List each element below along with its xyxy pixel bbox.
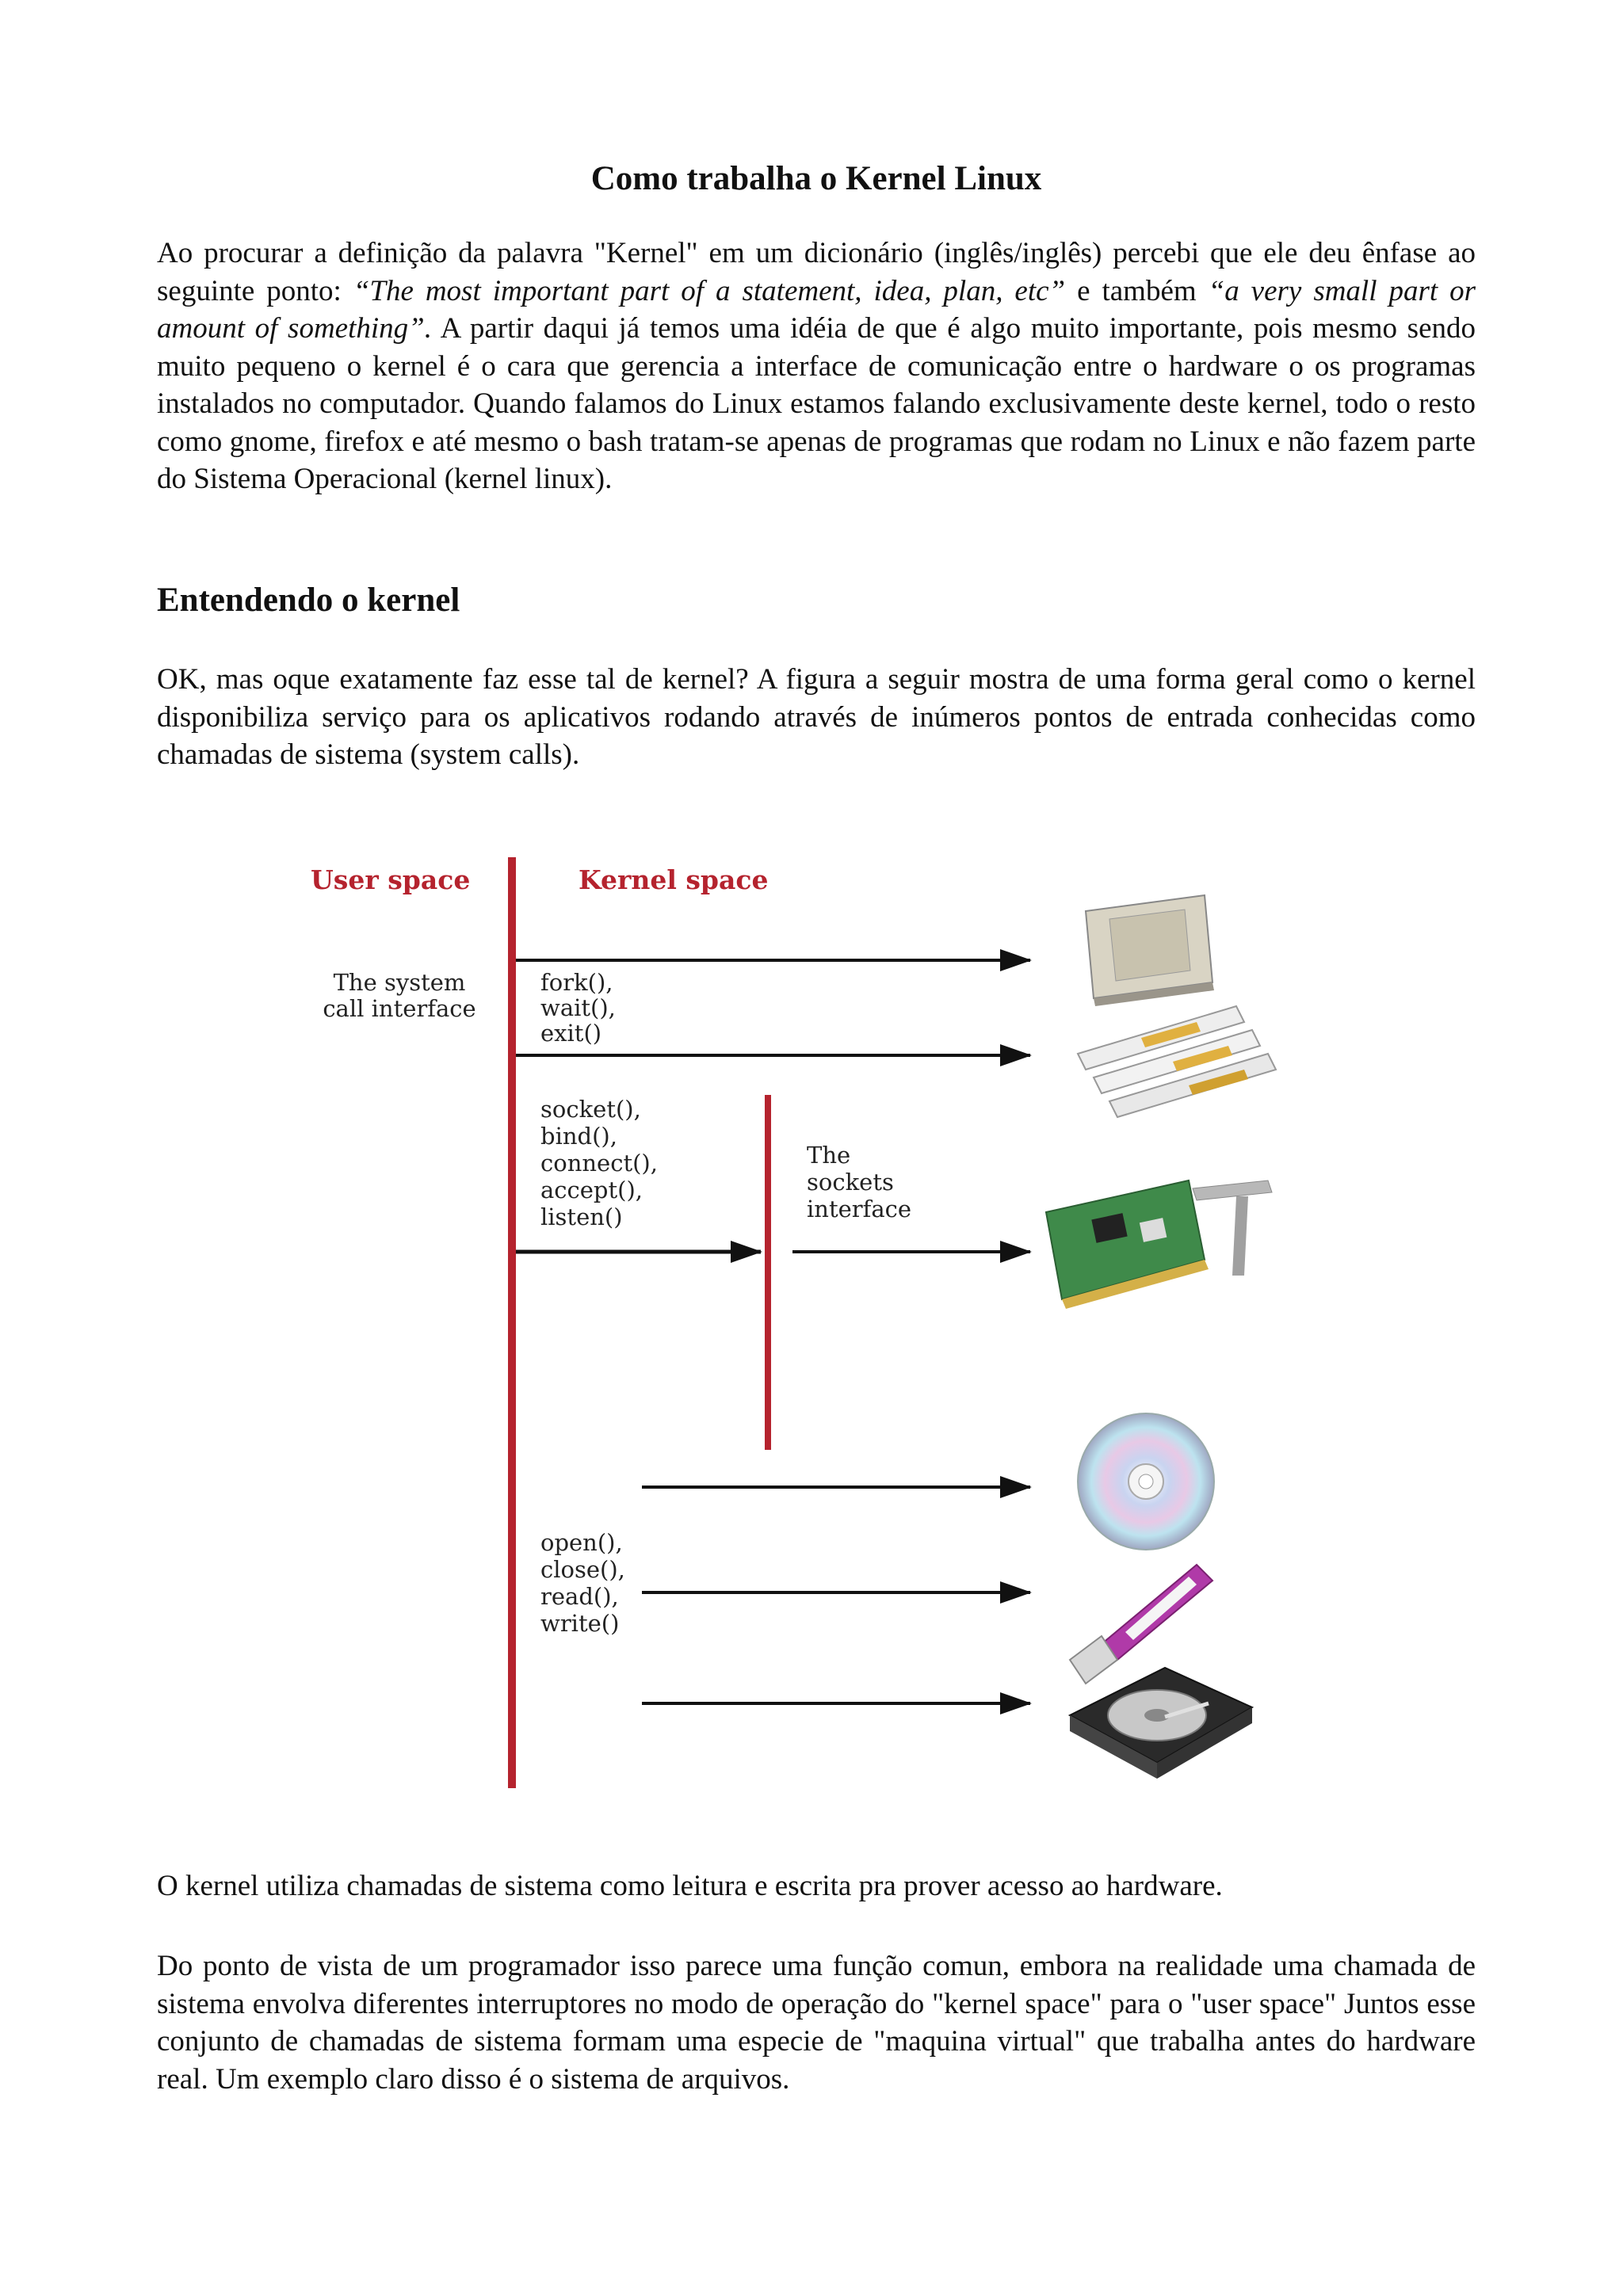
intro-paragraph (157, 235, 1476, 498)
user-space-label: User space (311, 864, 471, 895)
call-write: write() (540, 1610, 620, 1637)
syscall-label-1: The system (333, 969, 466, 996)
kernel-space-label: Kernel space (579, 864, 769, 895)
hard-disk-icon (1070, 1668, 1252, 1779)
paragraph-4: Do ponto de vista de um programador isso parece uma função comun, embora na realidade uma chamada de sistema envolva diferentes interruptores no modo de operação do "kernel space" para o "user space" Juntos esse conjunto de chamadas de sistema formam uma especie de "maquina virtual" que trabalha antes do hardware real. Um exemplo claro disso é o sistema de arquivos. (157, 1950, 1476, 2096)
sockets-boundary (765, 1095, 771, 1450)
call-socket: socket(), (540, 1096, 641, 1123)
syscall-label-2: call interface (323, 995, 476, 1022)
kernel-diagram (285, 848, 1300, 1798)
call-fork: fork(), (540, 969, 613, 996)
intro-quote-1: “The most important part of a statement, idea, plan, etc” (353, 274, 1066, 307)
intro-text-3: A partir daqui já temos uma idéia de que é algo muito importante, pois mesmo sendo muito pequeno o kernel é o cara que gerencia a interface de comunicação entre o hardware o os programas instalados no computador. Quando falamos do Linux estamos falando exclusivamente deste kernel, todo o resto como gnome, firefox e até mesmo o bash tratam-se apenas de programas que rodam no Linux e não fazem parte do Sistema Operacional (kernel linux). (157, 312, 1476, 495)
call-exit: exit() (540, 1020, 602, 1047)
sockets-label-2: sockets (807, 1169, 894, 1196)
intro-text-1: Ao procurar a definição da palavra "Kernel" em um dicionário (inglês/inglês) percebi que ele deu ênfase ao seguinte ponto: (157, 237, 1476, 307)
call-accept: accept(), (540, 1177, 643, 1203)
call-open: open(), (540, 1529, 623, 1556)
call-close: close(), (540, 1556, 625, 1583)
call-connect: connect(), (540, 1150, 658, 1177)
system-call-boundary (508, 857, 516, 1788)
call-read: read(), (540, 1583, 619, 1610)
network-card-icon (1046, 1180, 1272, 1309)
cpu-icon (1086, 895, 1214, 1006)
sockets-label-1: The (807, 1142, 851, 1169)
sockets-label-3: interface (807, 1196, 912, 1222)
intro-quote-2: “a very small part or amount of something”. (157, 274, 1476, 345)
cd-icon (1078, 1413, 1214, 1550)
paragraph-3: O kernel utiliza chamadas de sistema como leitura e escrita pra prover acesso ao hardware. (157, 1870, 1223, 1902)
page-title: Como trabalha o Kernel Linux (590, 160, 1042, 197)
call-bind: bind(), (540, 1123, 617, 1150)
memory-icon (1078, 1006, 1276, 1117)
section-heading: Entendendo o kernel (157, 582, 460, 619)
call-listen: listen() (540, 1203, 623, 1230)
paragraph-2: OK, mas oque exatamente faz esse tal de kernel? A figura a seguir mostra de uma forma geral como o kernel disponibiliza serviço para os aplicativos rodando através de inúmeros pontos de entrada conhecidas como chamadas de sistema (system calls). (157, 663, 1476, 771)
call-wait: wait(), (540, 994, 616, 1021)
usb-drive-icon (1070, 1565, 1212, 1684)
intro-text-2: e também (1065, 274, 1209, 307)
